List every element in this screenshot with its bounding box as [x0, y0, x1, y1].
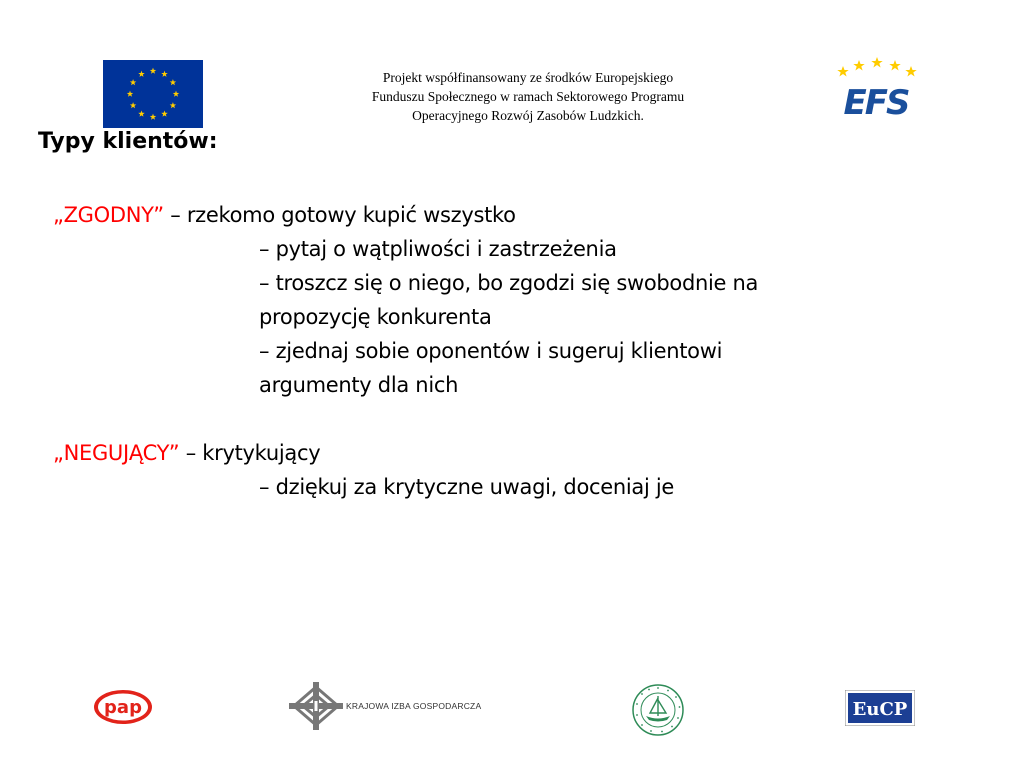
client-type-name: „NEGUJĄCY” [53, 441, 180, 465]
client-type-negujacy [53, 436, 320, 470]
efs-logo [830, 56, 922, 122]
tip-line: – pytaj o wątpliwości i zastrzeżenia [259, 237, 617, 261]
eucp-logo [845, 690, 915, 726]
efs-logo-text: EFS [843, 83, 909, 122]
client-type-zgodny [53, 198, 516, 232]
cofinancing-line: Operacyjnego Rozwój Zasobów Ludzkich. [412, 108, 644, 123]
eu-flag-logo [103, 60, 203, 128]
client-type-name: „ZGODNY” [53, 203, 164, 227]
tip-line: – dziękuj za krytyczne uwagi, doceniaj je [259, 475, 675, 499]
sgh-seal-logo [631, 683, 685, 737]
tip-line: – troszcz się o niego, bo zgodzi się swobodnie na [259, 271, 759, 295]
client-type-description: – krytykujący [179, 441, 321, 465]
eucp-logo-text: EuCP [852, 699, 908, 720]
kig-logo-text: KRAJOWA IZBA GOSPODARCZA [346, 701, 482, 711]
tip-line: – zjednaj sobie oponentów i sugeruj klientowi [259, 339, 723, 363]
cofinancing-note [300, 68, 756, 125]
cofinancing-line: Funduszu Społecznego w ramach Sektorowego Programu [371, 89, 685, 104]
tip-line: propozycję konkurenta [259, 305, 492, 329]
kig-emblem-logo [289, 682, 343, 730]
pap-logo [92, 688, 154, 726]
pap-logo-text: pap [104, 697, 142, 718]
client-type-description: – rzekomo gotowy kupić wszystko [163, 203, 516, 227]
cofinancing-line: Projekt współfinansowany ze środków Europejskiego [382, 70, 674, 85]
slide-title: Typy klientów: [38, 129, 218, 154]
tip-line: argumenty dla nich [259, 373, 459, 397]
